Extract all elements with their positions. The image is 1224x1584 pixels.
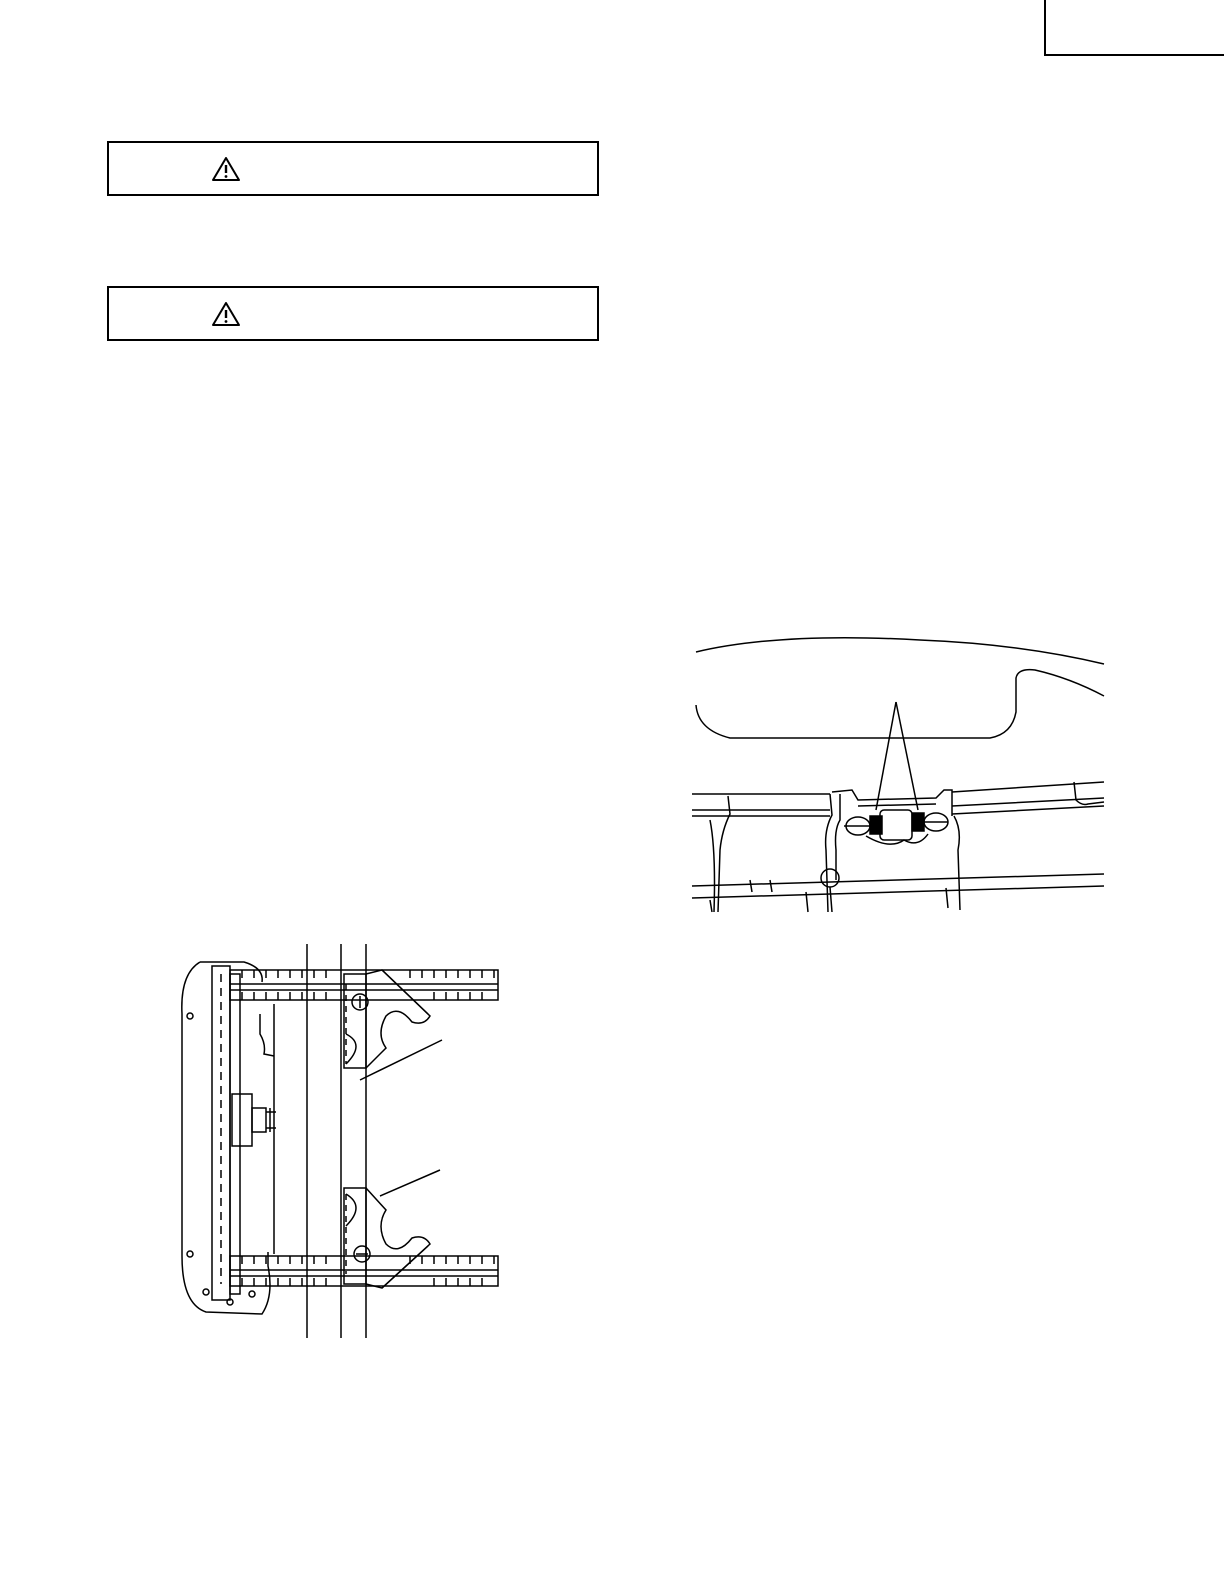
guide-assembly-illustration xyxy=(176,944,502,1342)
caution-box-2 xyxy=(107,286,599,341)
warning-triangle-icon xyxy=(211,156,241,182)
warning-triangle-icon xyxy=(211,301,241,327)
page-number-box xyxy=(1044,0,1224,56)
screw-detail-illustration xyxy=(690,630,1110,920)
caution-box-1 xyxy=(107,141,599,196)
